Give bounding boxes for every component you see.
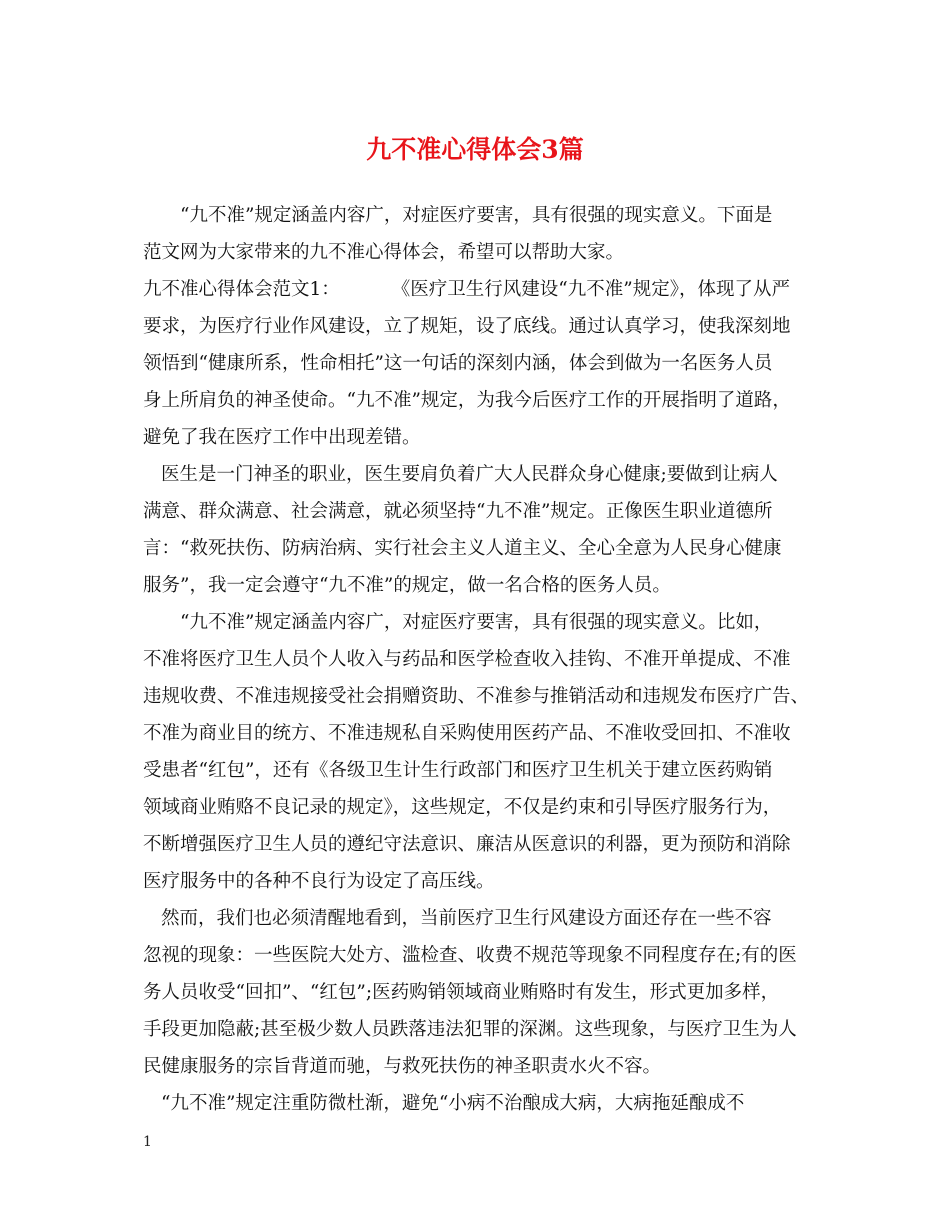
text-line: “九不准”规定涵盖内容广，对症医疗要害，具有很强的现实意义。比如， bbox=[180, 612, 773, 633]
text-line: 务人员收受“回扣”、“红包”;医药购销领域商业贿赂时有发生，形式更加多样， bbox=[143, 982, 780, 1003]
section-heading: 九不准心得体会范文1： bbox=[143, 279, 340, 300]
text-line: 言：“救死扶伤、防病治病、实行社会主义人道主义、全心全意为人民身心健康 bbox=[143, 538, 782, 559]
text-line: 不准为商业目的统方、不准违规私自采购使用医药产品、不准收受回扣、不准收 bbox=[143, 723, 791, 744]
text-line: 不准将医疗卫生人员个人收入与药品和医学检查收入挂钩、不准开单提成、不准 bbox=[143, 649, 791, 670]
text-line: “九不准”规定涵盖内容广，对症医疗要害，具有很强的现实意义。下面是 bbox=[180, 205, 773, 226]
text-line: 服务”，我一定会遵守“九不准”的规定，做一名合格的医务人员。 bbox=[143, 575, 671, 596]
text-line bbox=[143, 271, 818, 308]
page-number: 1 bbox=[143, 1134, 152, 1150]
text-line: 避免了我在医疗工作中出现差错。 bbox=[143, 427, 421, 448]
text-line: 医生是一门神圣的职业，医生要肩负着广大人民群众身心健康;要做到让病人 bbox=[161, 464, 778, 485]
text-line: 违规收费、不准违规接受社会捐赠资助、不准参与推销活动和违规发布医疗广告、 bbox=[143, 686, 810, 707]
text-line: 民健康服务的宗旨背道而驰，与救死扶伤的神圣职责水火不容。 bbox=[143, 1056, 662, 1077]
text-line: 领悟到“健康所系，性命相托”这一句话的深刻内涵，体会到做为一名医务人员 bbox=[143, 353, 773, 374]
text-line: 忽视的现象：一些医院大处方、滥检查、收费不规范等现象不同程度存在;有的医 bbox=[143, 945, 797, 966]
text-line: 医疗服务中的各种不良行为设定了高压线。 bbox=[143, 871, 495, 892]
text-line: 范文网为大家带来的九不准心得体会，希望可以帮助大家。 bbox=[143, 242, 625, 263]
document-title: 九不准心得体会3篇 bbox=[366, 135, 584, 164]
text-line: 满意、群众满意、社会满意，就必须坚持“九不准”规定。正像医生职业道德所 bbox=[143, 501, 773, 522]
text-line: 受患者“红包”，还有《各级卫生计生行政部门和医疗卫生机关于建立医药购销 bbox=[143, 760, 773, 781]
text-line: 领域商业贿赂不良记录的规定》，这些规定，不仅是约束和引导医疗服务行为， bbox=[143, 797, 782, 818]
text-line: 身上所肩负的神圣使命。“九不准”规定，为我今后医疗工作的开展指明了道路， bbox=[143, 390, 791, 411]
text-line: 手段更加隐蔽;甚至极少数人员跌落违法犯罪的深渊。这些现象，与医疗卫生为人 bbox=[143, 1019, 797, 1040]
text-line: 然而，我们也必须清醒地看到，当前医疗卫生行风建设方面还存在一些不容 bbox=[161, 908, 772, 929]
text-fragment: 《医疗卫生行风建设“九不准”规定》，体现了从严 bbox=[391, 279, 790, 300]
text-line: 不断增强医疗卫生人员的遵纪守法意识、廉洁从医意识的利器，更为预防和消除 bbox=[143, 834, 791, 855]
document-body bbox=[143, 197, 818, 1122]
text-line: 要求，为医疗行业作风建设，立了规矩，设了底线。通过认真学习，使我深刻地 bbox=[143, 316, 791, 337]
text-line: “九不准”规定注重防微杜渐，避免“小病不治酿成大病，大病拖延酿成不 bbox=[161, 1093, 745, 1114]
